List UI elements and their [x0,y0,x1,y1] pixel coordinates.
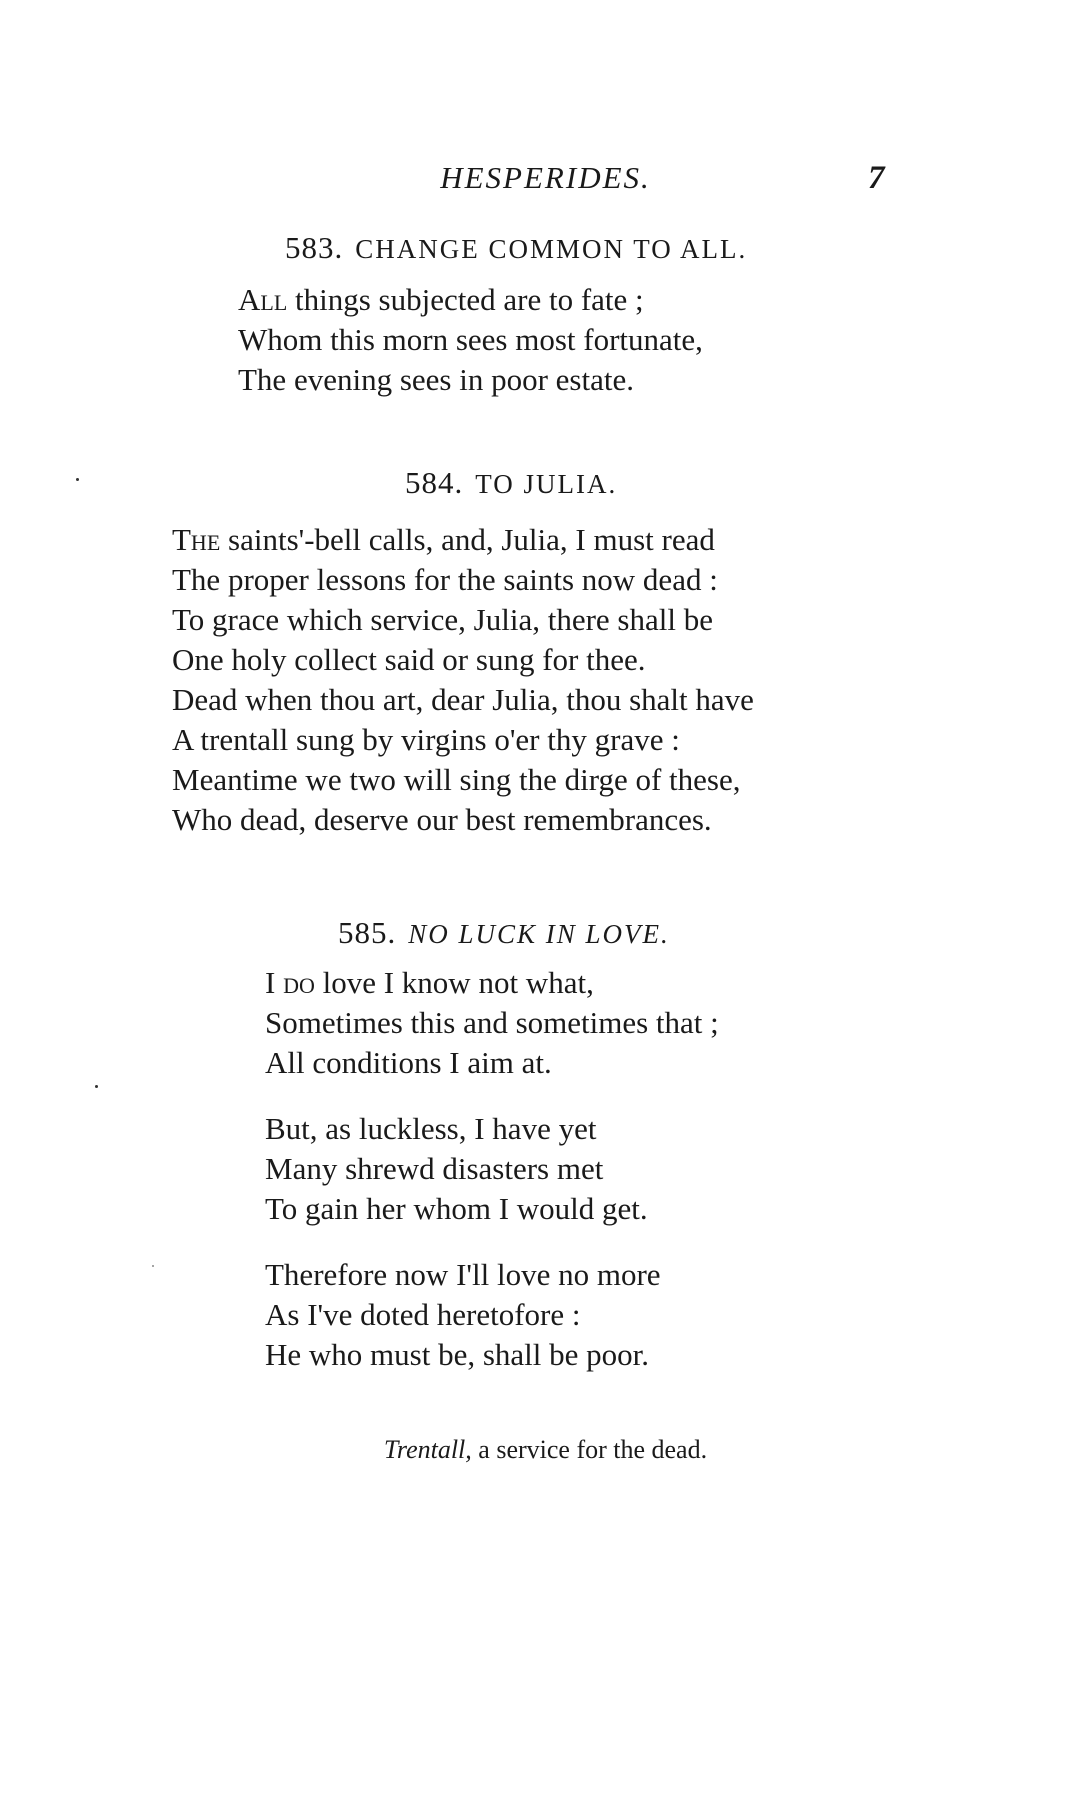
poem-line: Dead when thou art, dear Julia, thou shalt have [172,682,754,717]
poem-585-body [265,963,719,1401]
poem-line: Meantime we two will sing the dirge of these, [172,762,741,797]
poem-584-body [172,520,754,840]
poem-line: The evening sees in poor estate. [238,362,634,397]
initial-word: The [172,522,221,557]
poem-line: All conditions I aim at. [265,1045,552,1080]
poem-line [238,280,703,320]
stanza-2 [265,1109,719,1229]
scan-speck [152,1265,154,1267]
footnote [0,1435,1091,1465]
line-text: saints'-bell calls, and, Julia, I must read [220,522,715,557]
scan-speck [95,1085,98,1088]
poem-line: As I've doted heretofore : [265,1297,581,1332]
poem-title: TO JULIA. [475,469,618,499]
stanza-1 [265,963,719,1083]
poem-number: 585. [338,915,397,950]
poem-line: A trentall sung by virgins o'er thy grave : [172,722,680,757]
poem-583-heading [285,230,747,266]
poem-583-body [238,280,703,400]
poem-line: To grace which service, Julia, there shall be [172,602,713,637]
poem-line: Who dead, deserve our best remembrances. [172,802,712,837]
poem-title: NO LUCK IN LOVE. [408,919,670,949]
line-text: things subjected are to fate ; [287,282,644,317]
poem-585-heading [338,915,670,951]
poem-line [265,963,719,1003]
poem-number: 583. [285,230,344,265]
poem-line: Therefore now I'll love no more [265,1257,661,1292]
poem-line: Whom this morn sees most fortunate, [238,322,703,357]
line-text: love I know not what, [314,965,594,1000]
poem-line: He who must be, shall be poor. [265,1337,650,1372]
poem-line: One holy collect said or sung for thee. [172,642,646,677]
poem-line: But, as luckless, I have yet [265,1111,597,1146]
initial-word: All [238,282,288,317]
scan-speck [76,478,79,481]
poem-line [172,520,754,560]
footnote-definition: a service for the dead. [471,1435,708,1464]
initial-word: I do [265,965,315,1000]
page-number: 7 [868,160,885,196]
poem-line: Sometimes this and sometimes that ; [265,1005,719,1040]
poem-line: To gain her whom I would get. [265,1191,648,1226]
poem-title: CHANGE COMMON TO ALL. [355,234,748,264]
poem-line: Many shrewd disasters met [265,1151,604,1186]
stanza-3 [265,1255,719,1375]
poem-line: The proper lessons for the saints now dead : [172,562,718,597]
poem-number: 584. [405,465,464,500]
footnote-term: Trentall, [383,1435,472,1464]
poem-584-heading [405,465,617,501]
running-title: HESPERIDES. [440,160,651,195]
